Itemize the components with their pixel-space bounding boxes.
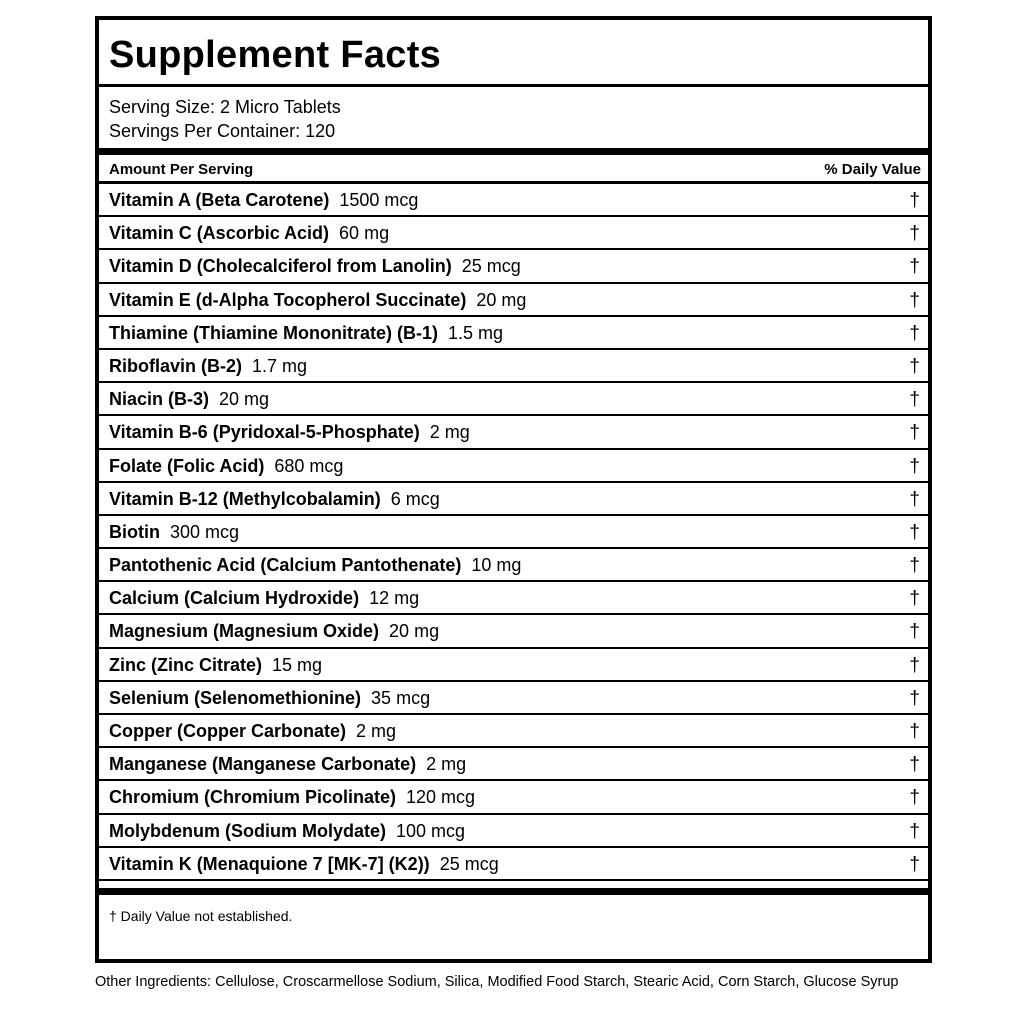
nutrient-cell	[109, 388, 269, 410]
nutrient-row	[99, 682, 928, 715]
nutrient-cell	[109, 222, 389, 244]
nutrient-row	[99, 250, 928, 283]
nutrient-amount: 2 mg	[426, 754, 467, 775]
nutrient-cell	[109, 753, 466, 775]
nutrient-row	[99, 284, 928, 317]
nutrient-name: Calcium (Calcium Hydroxide)	[109, 588, 360, 609]
nutrient-name: Vitamin E (d-Alpha Tocopherol Succinate)	[109, 289, 467, 310]
nutrient-cell	[109, 255, 521, 277]
daily-value-dagger: †	[909, 754, 920, 776]
nutrient-name: Niacin (B-3)	[109, 389, 210, 410]
nutrient-amount: 1.7 mg	[252, 355, 308, 376]
nutrient-row	[99, 383, 928, 416]
nutrient-cell	[109, 289, 526, 311]
nutrient-cell	[109, 853, 499, 875]
nutrient-cell	[109, 322, 503, 344]
daily-value-dagger: †	[909, 256, 920, 278]
nutrient-cell	[109, 720, 396, 742]
nutrient-amount: 680 mcg	[274, 455, 344, 476]
nutrient-amount: 20 mg	[389, 621, 440, 642]
nutrient-cell	[109, 820, 465, 842]
nutrient-amount: 60 mg	[339, 223, 390, 244]
nutrient-row	[99, 715, 928, 748]
daily-value-dagger: †	[909, 389, 920, 411]
daily-value-dagger: †	[909, 355, 920, 377]
daily-value-dagger: †	[909, 488, 920, 510]
nutrient-cell	[109, 521, 239, 543]
nutrient-cell	[109, 687, 430, 709]
nutrient-cell	[109, 654, 322, 676]
nutrient-row	[99, 615, 928, 648]
nutrient-name: Magnesium (Magnesium Oxide)	[109, 621, 380, 642]
panel-title: Supplement Facts	[109, 34, 442, 76]
nutrient-row	[99, 416, 928, 449]
nutrient-name: Pantothenic Acid (Calcium Pantothenate)	[109, 555, 462, 576]
nutrient-row	[99, 350, 928, 383]
nutrient-amount: 12 mg	[369, 588, 420, 609]
nutrient-row	[99, 815, 928, 848]
daily-value-dagger: †	[909, 621, 920, 643]
nutrient-row	[99, 450, 928, 483]
nutrient-name: Thiamine (Thiamine Mononitrate) (B-1)	[109, 322, 439, 343]
nutrient-cell	[109, 189, 418, 211]
nutrient-cell	[109, 455, 343, 477]
nutrient-amount: 10 mg	[471, 555, 522, 576]
nutrient-name: Vitamin D (Cholecalciferol from Lanolin)	[109, 256, 452, 277]
daily-value-dagger: †	[909, 555, 920, 577]
daily-value-dagger: †	[909, 422, 920, 444]
nutrient-name: Selenium (Selenomethionine)	[109, 687, 362, 708]
nutrient-amount: 120 mcg	[406, 787, 476, 808]
nutrient-name: Folate (Folic Acid)	[109, 455, 265, 476]
amount-per-serving-header: Amount Per Serving	[109, 161, 254, 178]
nutrient-row	[99, 781, 928, 814]
nutrient-cell	[109, 786, 475, 808]
footnote: † Daily Value not established.	[109, 908, 293, 924]
serving-size: Serving Size: 2 Micro Tablets	[109, 97, 341, 117]
nutrient-row	[99, 748, 928, 781]
nutrient-row	[99, 217, 928, 250]
nutrient-name: Vitamin B-12 (Methylcobalamin)	[109, 488, 381, 509]
nutrient-name: Copper (Copper Carbonate)	[109, 721, 347, 741]
serving-info	[99, 87, 928, 147]
nutrient-amount: 2 mg	[356, 721, 397, 741]
column-header-row	[99, 155, 928, 184]
nutrient-amount: 20 mg	[476, 289, 527, 310]
nutrient-cell	[109, 488, 440, 510]
nutrient-amount: 1500 mcg	[339, 190, 419, 210]
daily-value-dagger: †	[909, 322, 920, 344]
daily-value-dagger: †	[909, 721, 920, 742]
thick-divider-bottom	[99, 888, 928, 895]
supplement-facts-panel	[95, 16, 932, 963]
nutrient-name: Vitamin K (Menaquione 7 [MK-7] (K2))	[109, 853, 430, 874]
nutrient-name: Riboflavin (B-2)	[109, 355, 242, 376]
nutrient-row	[99, 649, 928, 682]
nutrient-amount: 35 mcg	[371, 687, 431, 708]
daily-value-dagger: †	[909, 853, 920, 875]
nutrient-row	[99, 317, 928, 350]
daily-value-dagger: †	[909, 787, 920, 809]
thick-divider-top	[99, 148, 928, 155]
nutrient-name: Molybdenum (Sodium Molydate)	[109, 820, 386, 841]
nutrient-cell	[109, 587, 419, 609]
nutrient-rows	[99, 184, 928, 881]
nutrient-cell	[109, 554, 521, 576]
nutrient-name: Vitamin A (Beta Carotene)	[109, 190, 330, 210]
panel-title-bar	[99, 20, 928, 87]
daily-value-dagger: †	[909, 820, 920, 842]
nutrient-amount: 15 mg	[272, 654, 323, 675]
nutrient-row	[99, 483, 928, 516]
nutrient-amount: 300 mcg	[170, 521, 240, 542]
nutrient-amount: 25 mcg	[461, 256, 521, 277]
nutrient-amount: 1.5 mg	[448, 322, 504, 343]
nutrient-amount: 100 mcg	[396, 820, 466, 841]
nutrient-amount: 20 mg	[219, 389, 270, 410]
nutrient-amount: 25 mcg	[439, 853, 499, 874]
daily-value-dagger: †	[909, 289, 920, 311]
nutrient-cell	[109, 620, 439, 642]
daily-value-dagger: †	[909, 654, 920, 676]
servings-per-container: Servings Per Container: 120	[109, 121, 336, 141]
nutrient-cell	[109, 421, 470, 443]
nutrient-name: Manganese (Manganese Carbonate)	[109, 754, 417, 775]
nutrient-name: Zinc (Zinc Citrate)	[109, 654, 263, 675]
daily-value-dagger: †	[909, 521, 920, 543]
daily-value-dagger: †	[909, 588, 920, 610]
daily-value-header: % Daily Value	[824, 161, 921, 178]
daily-value-dagger: †	[909, 455, 920, 477]
nutrient-name: Vitamin C (Ascorbic Acid)	[109, 223, 330, 244]
nutrient-name: Vitamin B-6 (Pyridoxal-5-Phosphate)	[109, 422, 420, 443]
nutrient-name: Biotin	[109, 521, 160, 542]
nutrient-name: Chromium (Chromium Picolinate)	[109, 787, 397, 808]
nutrient-row	[99, 184, 928, 217]
daily-value-dagger: †	[909, 687, 920, 709]
nutrient-amount: 2 mg	[429, 422, 470, 443]
nutrient-row	[99, 516, 928, 549]
daily-value-dagger: †	[909, 223, 920, 245]
nutrient-row	[99, 549, 928, 582]
other-ingredients: Other Ingredients: Cellulose, Croscarmellose Sodium, Silica, Modified Food Starch, Stearic Acid, Corn Starch, Glucose Syrup	[95, 974, 899, 990]
daily-value-dagger: †	[909, 190, 920, 211]
nutrient-row	[99, 582, 928, 615]
nutrient-amount: 6 mcg	[390, 488, 440, 509]
nutrient-row	[99, 848, 928, 881]
nutrient-cell	[109, 355, 307, 377]
